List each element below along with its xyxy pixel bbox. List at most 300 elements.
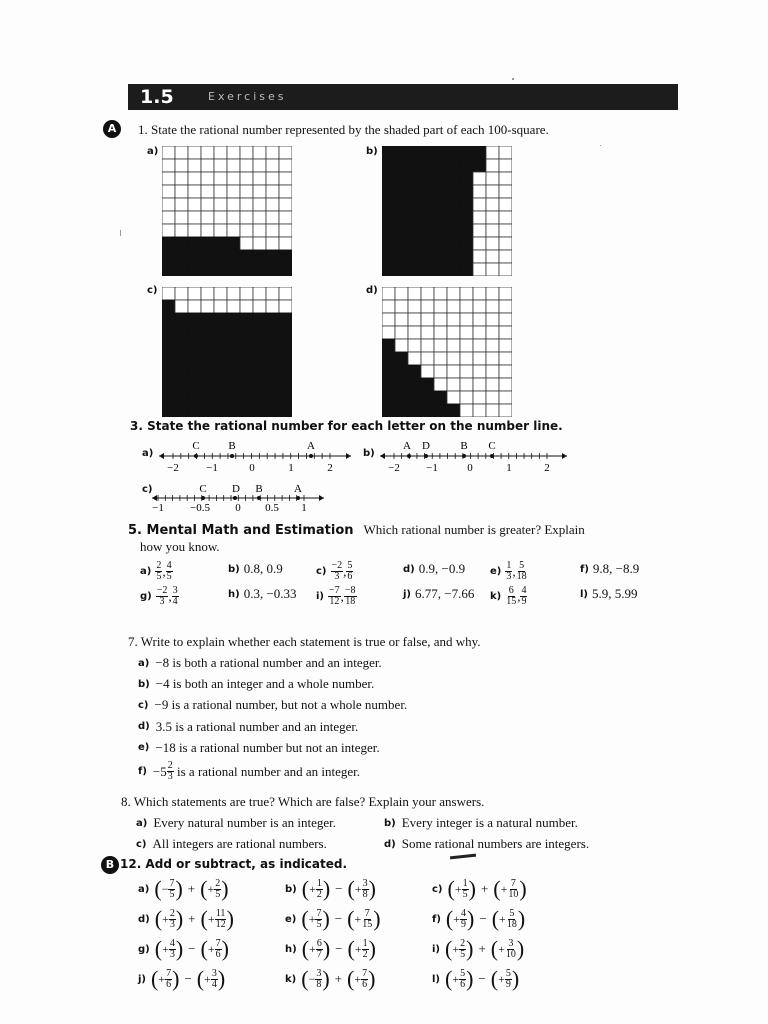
shaded-cell <box>227 326 240 339</box>
grid-cell <box>395 326 408 339</box>
grid-cell <box>240 211 253 224</box>
grid-cell <box>382 287 395 300</box>
shaded-cell <box>240 339 253 352</box>
q5-item-value: 9.8, −8.9 <box>592 561 640 576</box>
shaded-cell <box>382 339 395 352</box>
shaded-cell <box>240 365 253 378</box>
q12-fraction-1-num: 7 <box>169 877 175 889</box>
nla-tick-0: −2 <box>167 462 179 474</box>
sign-2: + <box>207 881 215 896</box>
shaded-cell <box>382 250 395 263</box>
grid-cell <box>486 250 499 263</box>
q12-fraction-2 <box>506 909 518 930</box>
grid-cell <box>279 198 292 211</box>
grid-cell <box>201 185 214 198</box>
grid-cell <box>188 185 201 198</box>
sign-1: + <box>158 971 166 986</box>
grid-cell <box>447 313 460 326</box>
grid-cell <box>408 300 421 313</box>
q12-item-label: g) <box>138 943 150 955</box>
hundred-square-c <box>162 287 292 417</box>
q12-fraction-2 <box>507 879 519 900</box>
grid-cell <box>460 391 473 404</box>
paren-close: ) <box>322 906 330 931</box>
shaded-cell <box>279 365 292 378</box>
shaded-cell <box>279 263 292 276</box>
q12-fraction-2 <box>361 909 373 930</box>
line-label-a: a) <box>142 448 154 459</box>
shaded-cell <box>434 250 447 263</box>
paren-close: ) <box>175 906 184 931</box>
q8-item-text: Every integer is a natural number. <box>401 815 578 830</box>
shaded-cell <box>421 211 434 224</box>
q5-fraction-1 <box>331 560 347 582</box>
q5-item-label: b) <box>228 563 240 575</box>
shaded-cell <box>175 352 188 365</box>
grid-cell <box>188 198 201 211</box>
shaded-cell <box>408 224 421 237</box>
shaded-cell <box>395 404 408 417</box>
shaded-cell <box>460 237 473 250</box>
grid-cell <box>408 339 421 352</box>
shaded-cell <box>460 198 473 211</box>
grid-cell <box>253 159 266 172</box>
shaded-cell <box>253 391 266 404</box>
shaded-cell <box>421 185 434 198</box>
q12-fraction-1-den: 9 <box>461 918 467 930</box>
nlc-point-d: D <box>232 483 240 495</box>
operator: − <box>335 881 343 896</box>
grid-cell <box>279 146 292 159</box>
q5-item-label: c) <box>316 566 327 577</box>
q12-fraction-2-den: 12 <box>215 918 226 930</box>
shaded-cell <box>201 237 214 250</box>
q5-item-label: i) <box>316 591 324 602</box>
grid-cell <box>486 224 499 237</box>
shaded-cell <box>395 211 408 224</box>
shaded-cell <box>279 326 292 339</box>
q7-item-label: a) <box>138 657 150 669</box>
grid-cell <box>395 339 408 352</box>
grid-cell <box>395 287 408 300</box>
shaded-cell <box>162 326 175 339</box>
grid-cell <box>227 300 240 313</box>
nla-point-a: A <box>307 440 315 452</box>
grid-cell <box>253 185 266 198</box>
grid-cell <box>253 146 266 159</box>
q12-fraction-1-num: 4 <box>169 937 175 949</box>
q8-item-label: a) <box>136 817 148 829</box>
q12-item-label: k) <box>285 973 297 985</box>
paren-open: ( <box>154 936 163 961</box>
q12-item <box>285 906 381 932</box>
grid-cell <box>460 326 473 339</box>
q12-fraction-1-num: 5 <box>460 967 466 979</box>
grid-cell <box>434 326 447 339</box>
shaded-cell <box>188 365 201 378</box>
nlc-point-b: B <box>255 483 263 495</box>
grid-cell <box>499 250 512 263</box>
q12-fraction-1 <box>316 939 323 960</box>
operator: − <box>184 971 192 986</box>
q12-item <box>138 966 225 992</box>
grid-cell <box>473 198 486 211</box>
shaded-cell <box>395 146 408 159</box>
grid-cell <box>486 313 499 326</box>
shaded-cell <box>162 250 175 263</box>
shaded-cell <box>175 339 188 352</box>
q12-fraction-2-num: 5 <box>509 907 515 919</box>
q12-fraction-2-num: 7 <box>510 877 516 889</box>
shaded-cell <box>188 237 201 250</box>
q5-item-label: a) <box>140 566 152 577</box>
q7-item-label: b) <box>138 678 150 690</box>
shaded-cell <box>434 146 447 159</box>
shaded-cell <box>253 339 266 352</box>
grid-cell <box>447 391 460 404</box>
q5-item <box>316 561 353 582</box>
q12-fraction-1-den: 5 <box>462 888 468 900</box>
shaded-cell <box>382 224 395 237</box>
shaded-cell <box>253 404 266 417</box>
grid-cell <box>473 352 486 365</box>
grid-cell <box>279 300 292 313</box>
q12-item-label: e) <box>285 913 297 925</box>
q5-fraction-1-den: 3 <box>159 596 165 607</box>
shaded-cell <box>175 326 188 339</box>
grid-cell <box>395 300 408 313</box>
shaded-cell <box>214 339 227 352</box>
grid-cell <box>240 198 253 211</box>
q5-item-label: g) <box>140 591 152 602</box>
shaded-cell <box>382 352 395 365</box>
grid-cell <box>473 263 486 276</box>
paren-open: ( <box>151 966 159 991</box>
paren-open: ( <box>445 906 454 931</box>
q7-item <box>138 719 358 735</box>
scan-speck <box>512 78 514 80</box>
paren-open: ( <box>490 936 499 961</box>
nlc-tick-3: 0.5 <box>265 502 279 514</box>
nla-point-b: B <box>228 440 236 452</box>
shaded-cell <box>382 237 395 250</box>
comma: , <box>512 563 516 579</box>
grid-cell <box>486 339 499 352</box>
q8-item-label: d) <box>384 838 396 850</box>
q12-fraction-1 <box>316 879 323 900</box>
shaded-cell <box>162 404 175 417</box>
paren-open: ( <box>154 906 163 931</box>
shaded-cell <box>266 313 279 326</box>
grid-cell <box>486 172 499 185</box>
grid-cell <box>279 185 292 198</box>
q12-fraction-1-num: 6 <box>316 937 322 949</box>
shaded-cell <box>434 185 447 198</box>
grid-cell <box>447 365 460 378</box>
grid-cell <box>201 146 214 159</box>
shaded-cell <box>408 211 421 224</box>
q12-fraction-2 <box>214 879 221 900</box>
paren-close: ) <box>368 936 376 961</box>
nla-tick-4: 2 <box>327 462 333 474</box>
q7-mixed-fraction-den: 3 <box>167 771 173 782</box>
q5-fraction-1-den: 5 <box>156 571 162 582</box>
shaded-cell <box>214 326 227 339</box>
grid-cell <box>214 172 227 185</box>
grid-cell <box>499 159 512 172</box>
shaded-cell <box>227 391 240 404</box>
shaded-cell <box>382 185 395 198</box>
q8-item <box>136 815 336 831</box>
q5-item <box>140 586 179 607</box>
shaded-cell <box>253 326 266 339</box>
shaded-cell <box>395 224 408 237</box>
sign-2: + <box>354 911 362 926</box>
grid-cell <box>214 224 227 237</box>
shaded-cell <box>434 159 447 172</box>
q5-fraction-2-num: 5 <box>519 560 525 571</box>
nlc-tick-2: 0 <box>235 502 241 514</box>
shaded-cell <box>266 352 279 365</box>
q12-fraction-1-den: 6 <box>166 978 172 990</box>
shaded-cell <box>188 263 201 276</box>
grid-cell <box>499 404 512 417</box>
paren-close: ) <box>175 876 183 901</box>
nlb-tick-3: 1 <box>506 462 512 474</box>
sign-1: + <box>452 971 460 986</box>
q12-fraction-1 <box>459 969 466 990</box>
grid-cell <box>240 185 253 198</box>
grid-cell <box>460 300 473 313</box>
operator: − <box>335 941 343 956</box>
q12-fraction-1-den: 8 <box>316 978 322 990</box>
paren-open: ( <box>445 936 453 961</box>
shaded-cell <box>279 404 292 417</box>
grid-cell <box>201 172 214 185</box>
q12-fraction-2-num: 3 <box>211 967 217 979</box>
shaded-cell <box>201 378 214 391</box>
shaded-cell <box>175 313 188 326</box>
shaded-cell <box>279 378 292 391</box>
grid-cell <box>473 211 486 224</box>
shaded-cell <box>266 326 279 339</box>
grid-cell <box>279 224 292 237</box>
shaded-cell <box>188 339 201 352</box>
q5-item <box>403 561 465 577</box>
shaded-cell <box>421 224 434 237</box>
q12-fraction-2-num: 1 <box>362 937 368 949</box>
q7-mixed-fraction-num: 2 <box>167 760 173 771</box>
shaded-cell <box>240 263 253 276</box>
paren-open: ( <box>490 966 499 991</box>
grid-cell <box>201 287 214 300</box>
paren-close: ) <box>467 906 475 931</box>
q5-item <box>228 561 283 577</box>
shaded-cell <box>227 365 240 378</box>
q12-item-label: h) <box>285 943 297 955</box>
grid-cell <box>188 287 201 300</box>
shaded-cell <box>253 313 266 326</box>
shaded-cell <box>395 352 408 365</box>
shaded-cell <box>201 352 214 365</box>
q12-item-label: f) <box>432 913 441 925</box>
grid-cell <box>447 378 460 391</box>
grid-cell <box>473 339 486 352</box>
shaded-cell <box>227 250 240 263</box>
grid-cell <box>473 313 486 326</box>
grid-cell <box>486 263 499 276</box>
shaded-cell <box>162 339 175 352</box>
shaded-cell <box>175 237 188 250</box>
grid-cell <box>486 378 499 391</box>
sign-2: + <box>204 971 211 986</box>
q5-prompt-cont: how you know. <box>140 539 220 554</box>
grid-cell <box>279 172 292 185</box>
grid-cell <box>227 287 240 300</box>
paren-close: ) <box>217 966 226 991</box>
shaded-cell <box>162 237 175 250</box>
q12-fraction-2-num: 7 <box>362 967 368 979</box>
shaded-cell <box>473 146 486 159</box>
shaded-cell <box>279 313 292 326</box>
nlb-point-a: A <box>403 440 411 452</box>
shaded-cell <box>201 263 214 276</box>
grid-cell <box>214 300 227 313</box>
operator: − <box>188 941 196 956</box>
scan-speck <box>600 145 601 146</box>
shaded-cell <box>460 159 473 172</box>
grid-cell <box>162 224 175 237</box>
operator: − <box>334 911 343 926</box>
section-title: Exercises <box>208 90 287 103</box>
grid-cell <box>188 211 201 224</box>
grid-cell <box>499 339 512 352</box>
shaded-cell <box>214 352 227 365</box>
q7-item-whole: −5 <box>152 763 167 779</box>
nla-point-c: C <box>192 440 200 452</box>
q12-item <box>432 876 527 902</box>
q12-fraction-2-num: 11 <box>215 907 226 919</box>
grid-cell <box>266 146 279 159</box>
shaded-cell <box>175 365 188 378</box>
q12-fraction-1-den: 5 <box>169 888 175 900</box>
section-banner <box>128 84 678 110</box>
paren-close: ) <box>221 876 229 901</box>
shaded-cell <box>421 172 434 185</box>
grid-cell <box>499 211 512 224</box>
q5-fraction-1-num: 2 <box>156 560 162 571</box>
hundred-square-a <box>162 146 292 276</box>
q12-item <box>432 936 524 962</box>
sign-1: + <box>453 911 461 926</box>
grid-label-b: b) <box>366 146 378 157</box>
shaded-cell <box>175 378 188 391</box>
q7-item <box>138 655 382 671</box>
grid-cell <box>266 224 279 237</box>
grid-cell <box>460 365 473 378</box>
paren-close: ) <box>322 936 331 961</box>
nla-tick-3: 1 <box>288 462 294 474</box>
shaded-cell <box>188 391 201 404</box>
number-line-a <box>155 436 355 476</box>
grid-cell <box>240 146 253 159</box>
q8-item-label: b) <box>384 817 396 829</box>
shaded-cell <box>162 352 175 365</box>
shaded-cell <box>382 172 395 185</box>
grid-cell <box>499 198 512 211</box>
shaded-cell <box>447 159 460 172</box>
q12-fraction-2 <box>211 969 218 990</box>
grid-cell <box>201 224 214 237</box>
shaded-cell <box>421 198 434 211</box>
q7-item-label: f) <box>138 766 147 777</box>
paren-close: ) <box>172 966 180 991</box>
nla-tick-2: 0 <box>249 462 255 474</box>
grid-cell <box>499 326 512 339</box>
grid-cell <box>162 198 175 211</box>
grid-cell <box>408 313 421 326</box>
grid-cell <box>499 287 512 300</box>
shaded-cell <box>175 263 188 276</box>
shaded-cell <box>408 404 421 417</box>
grid-cell <box>421 287 434 300</box>
q12-fraction-2 <box>505 939 517 960</box>
q5-fraction-1-den: 15 <box>506 596 517 607</box>
sign-2: + <box>499 911 506 926</box>
paren-open: ( <box>347 906 355 931</box>
shaded-cell <box>201 404 214 417</box>
shaded-cell <box>201 339 214 352</box>
shaded-cell <box>408 146 421 159</box>
grid-label-d: d) <box>366 285 378 296</box>
shaded-cell <box>421 263 434 276</box>
grid-cell <box>408 352 421 365</box>
paren-close: ) <box>175 936 184 961</box>
q12-fraction-1-den: 2 <box>316 888 322 900</box>
q12-fraction-2-num: 3 <box>508 937 514 949</box>
shaded-cell <box>434 263 447 276</box>
q5-fraction-2 <box>516 561 528 582</box>
shaded-cell <box>279 339 292 352</box>
q5-item-label: k) <box>490 591 502 602</box>
paren-close: ) <box>466 936 474 961</box>
q12-item-label: j) <box>138 973 146 985</box>
q12-item <box>285 966 375 992</box>
grid-cell <box>460 378 473 391</box>
section-number: 1.5 <box>140 86 174 108</box>
grid-cell <box>227 198 240 211</box>
grid-cell <box>266 287 279 300</box>
shaded-cell <box>395 185 408 198</box>
grid-cell <box>447 326 460 339</box>
q5-fraction-1-den: 3 <box>506 571 512 582</box>
paren-open: ( <box>491 906 500 931</box>
q5-fraction-2 <box>346 561 353 582</box>
paren-close: ) <box>226 906 234 931</box>
q12-fraction-2-den: 9 <box>505 978 511 990</box>
grid-cell <box>227 172 240 185</box>
grid-cell <box>227 159 240 172</box>
grid-cell <box>486 159 499 172</box>
shaded-cell <box>460 263 473 276</box>
grid-cell <box>460 287 473 300</box>
q12-item-label: i) <box>432 943 440 955</box>
shaded-cell <box>214 237 227 250</box>
nlc-point-c: C <box>199 483 207 495</box>
shaded-cell <box>447 198 460 211</box>
shaded-cell <box>382 263 395 276</box>
shaded-cell <box>188 250 201 263</box>
